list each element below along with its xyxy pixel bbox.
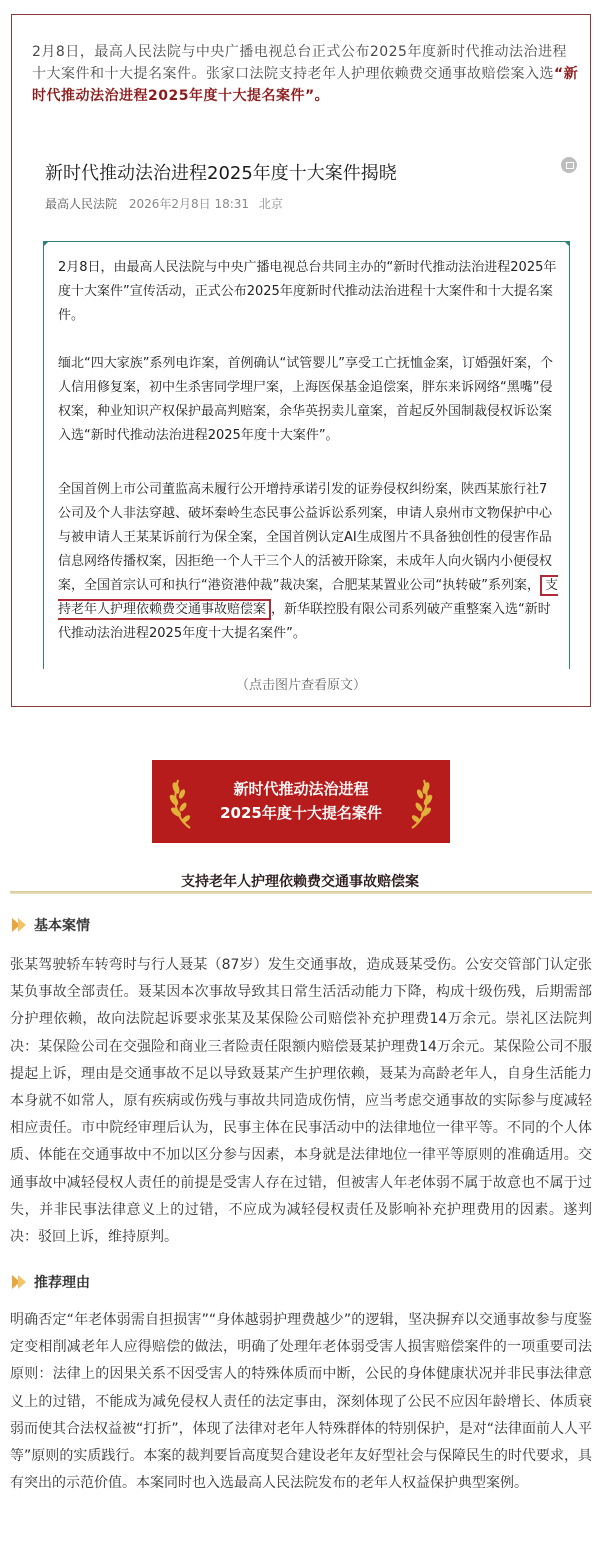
embedded-article-meta	[45, 195, 289, 212]
frame-corner-left	[43, 241, 49, 247]
frame-corner-right	[564, 241, 570, 247]
banner-line-2: 2025年度十大提名案件	[220, 804, 382, 822]
section-marker-icon	[12, 918, 28, 932]
highlighted-case-box: 支持老年人护理依赖费交通事故赔偿案	[58, 575, 558, 620]
view-original-link[interactable]: （点击图片查看原文）	[235, 678, 366, 693]
laurel-right-icon	[404, 774, 434, 830]
doc-paragraph-1: 2月8日，由最高人民法院与中央广播电视总台共同主办的“新时代推动法治进程2025年度十大案件”宣传活动，正式公布2025年度新时代推动法治进程十大案件和十大提名案件。	[58, 260, 557, 323]
doc-paragraph-3	[58, 478, 558, 646]
embedded-document-frame[interactable]	[43, 241, 570, 669]
intro-box	[11, 14, 591, 707]
basic-facts-body: 张某驾驶轿车转弯时与行人聂某（87岁）发生交通事故，造成聂某受伤。公安交管部门认定张某负事故全部责任。聂某因本次事故导致其日常生活活动能力下降，构成十级伤残，后期需部分护理依赖，故向法院起诉要求张某及某保险公司赔偿补充护理费14万余元。崇礼区法院判决：某保险公司在交强险和商业三者险责任限额内赔偿聂某护理费14万余元。某保险公司不服提起上诉，理由是交通事故不足以导致聂某产生护理依赖，聂某为高龄老年人，自身生活能力本身就不如常人，原有疾病或伤残与事故共同造成伤情，应当考虑交通事故的实际参与度减轻相应责任。市中院经审理后认为，民事主体在民事活动中的法律地位一律平等。不同的个人体质、体能在交通事故中不加以区分参与因素，本身就是法律地位一律平等原则的准确适用。交通事故中减轻侵权人责任的前提是受害人存在过错，但被害人年老体弱不属于故意也不属于过失，并非民事法律意义上的过错，不应成为减轻侵权责任及影响补充护理费用的因素。遂判决：驳回上诉，维持原判。	[10, 957, 592, 1246]
case-title: 支持老年人护理依赖费交通事故赔偿案	[181, 874, 419, 890]
case-title-divider	[10, 891, 592, 894]
recommendation-body: 明确否定“年老体弱需自担损害”“身体越弱护理费越少”的逻辑，坚决摒弃以交通事故参与度鉴定变相削减老年人应得赔偿的做法，明确了处理年老体弱受害人损害赔偿案件的一项重要司法原则：法律上的因果关系不因受害人的特殊体质而中断，公民的身体健康状况并非民事法律意义上的过错，不能成为减免侵权人责任的法定事由，深刻体现了公民不应因年龄增长、体质衰弱而使其合法权益被“打折”，体现了法律对老年人特殊群体的特别保护，是对“法律面前人人平等”原则的实质践行。本案的裁判要旨高度契合建设老年友好型社会与保障民生的时代要求，具有突出的示范价值。本案同时也入选最高人民法院发布的老年人权益保护典型案例。	[10, 1312, 592, 1492]
intro-highlight: “新时代推动法治进程2025年度十大提名案件”。	[32, 66, 579, 104]
doc-paragraph-3-before: 全国首例上市公司董监高未履行公开增持承诺引发的证券侵权纠纷案，陕西某旅行社7公司及个人非法穿越、破坏秦岭生态民事公益诉讼系列案，申请人泉州市文物保护中心与被申请人王某某诉前行为保全案，全国首例认定AI生成图片不具备独创性的侵害作品信息网络传播权案，因拒绝一个人干三个人的活被开除案，未成年人向火锅内小便侵权案，全国首宗认可和执行“港资港仲裁”裁决案，合肥某某置业公司“执转破”系列案，	[58, 482, 553, 593]
intro-paragraph	[32, 41, 580, 107]
intro-text: 2月8日，最高人民法院与中央广播电视总台正式公布2025年度新时代推动法治进程十大案件和十大提名案件。张家口法院支持老年人护理依赖费交通事故赔偿案入选	[32, 44, 567, 82]
section-heading-label: 推荐理由	[34, 1275, 90, 1291]
section-heading-recommendation	[12, 1272, 90, 1292]
article-date: 2026年2月8日 18:31	[128, 197, 250, 211]
doc-paragraph-2: 缅北“四大家族”系列电诈案，首例确认“试管婴儿”享受工亡抚恤金案，订婚强奸案，个人信用修复案，初中生杀害同学埋尸案，上海医保基金追偿案，胖东来诉网络“黑嘴”侵权案，种业知识产权保护最高判赔案，余华英拐卖儿童案，首起反外国制裁侵权诉讼案入选“新时代推动法治进程2025年度十大案件”。	[58, 356, 553, 443]
doc-paragraph-3-after: ，新华联控股有限公司系列破产重整案入选“新时代推动法治进程2025年度十大提名案件”。	[58, 602, 551, 641]
copy-icon[interactable]	[561, 157, 577, 173]
article-location: 北京	[258, 197, 283, 211]
embedded-article-title[interactable]: 新时代推动法治进程2025年度十大案件揭晓	[45, 163, 397, 184]
section-marker-icon	[12, 1275, 28, 1289]
section-heading-label: 基本案情	[34, 918, 90, 934]
article-source: 最高人民法院	[45, 197, 118, 211]
nominated-cases-banner	[152, 760, 450, 843]
section-heading-basic-facts	[12, 915, 90, 935]
banner-line-1: 新时代推动法治进程	[233, 780, 369, 798]
